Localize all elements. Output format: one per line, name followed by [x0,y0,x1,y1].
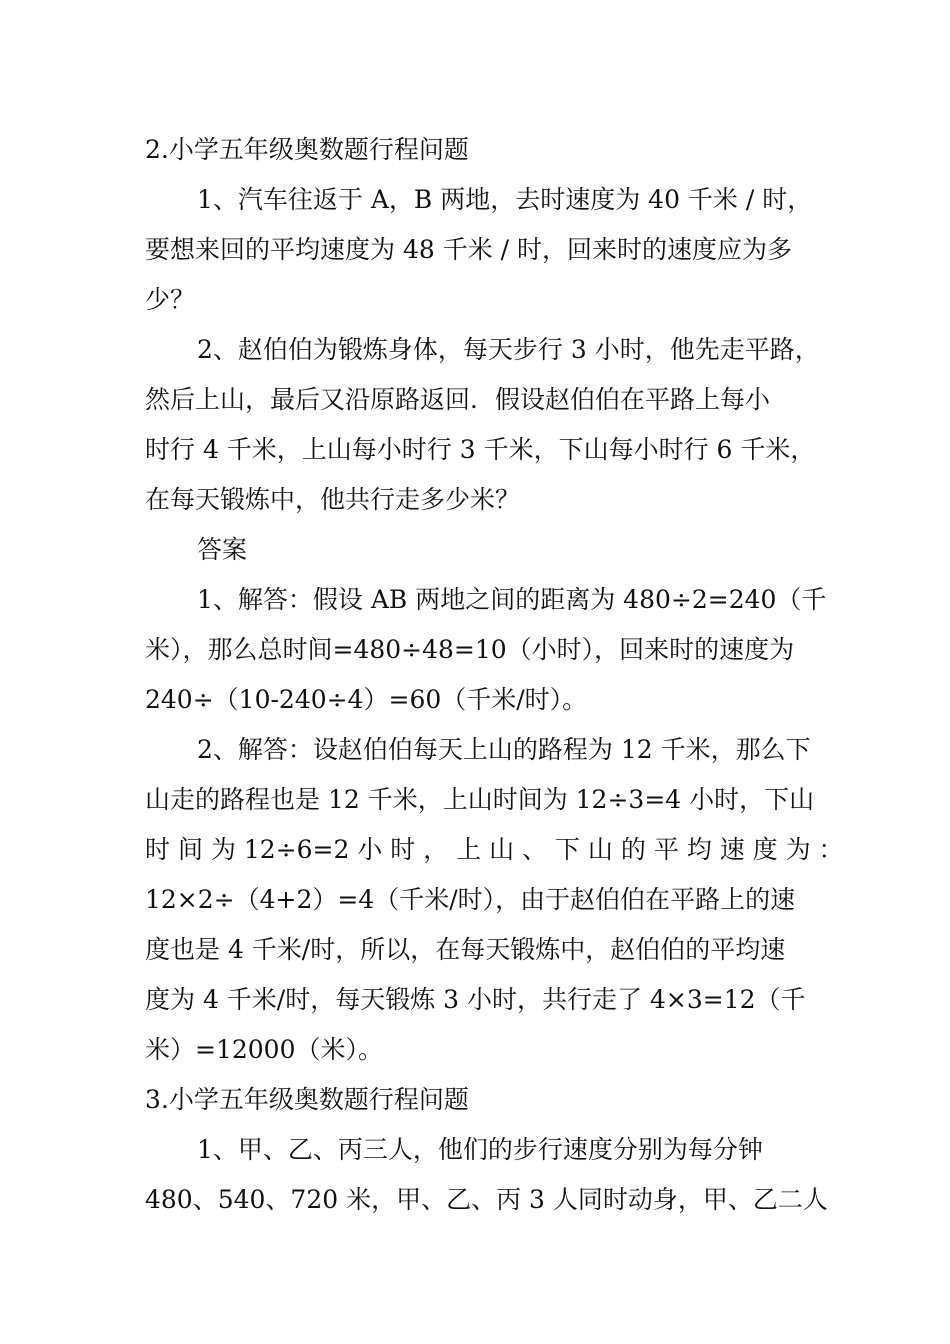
s2-question-2-line-1: 2、赵伯伯为锻炼身体，每天步行 3 小时，他先走平路， [197,335,820,364]
s2-answer-2-line-7: 米）=12000（米）。 [145,1035,383,1064]
s2-question-2-line-2: 然后上山，最后又沿原路返回．假设赵伯伯在平路上每小 [145,385,771,414]
s2-answer-2-line-4: 12×2÷（4+2）=4（千米/时），由于赵伯伯在平路上的速 [145,885,796,914]
s2-answer-2-line-6: 度为 4 千米/时，每天锻炼 3 小时，共行走了 4×3=12（千 [145,985,806,1014]
s2-answer-2-line-1: 2、解答：设赵伯伯每天上山的路程为 12 千米，那么下 [197,735,811,764]
s2-answer-2-line-2: 山走的路程也是 12 千米，上山时间为 12÷3=4 小时，下山 [145,785,815,814]
answer-label: 答案 [197,535,248,564]
s2-question-1-line-3: 少？ [145,285,196,314]
s2-question-2-line-4: 在每天锻炼中，他共行走多少米？ [145,485,521,514]
s2-question-1-line-1: 1、汽车往返于 A，B 两地，去时速度为 40 千米 / 时， [197,185,813,214]
s3-question-1-line-2: 480、540、720 米，甲、乙、丙 3 人同时动身，甲、乙二人 [145,1185,828,1214]
s2-answer-2-line-5: 度也是 4 千米/时，所以，在每天锻炼中，赵伯伯的平均速 [145,935,786,964]
s2-question-2-line-3: 时行 4 千米，上山每小时行 3 千米，下山每小时行 6 千米， [145,435,816,464]
s3-question-1-line-1: 1、甲、乙、丙三人，他们的步行速度分别为每分钟 [197,1135,763,1164]
s2-question-1-line-2: 要想来回的平均速度为 48 千米 / 时，回来时的速度应为多 [145,235,793,264]
s2-answer-2-line-3: 时 间 为 12÷6=2 小 时 ， 上 山 、 下 山 的 平 均 速 度 为 ： [145,835,844,864]
section-2-heading: 2.小学五年级奥数题行程问题 [145,135,469,164]
s2-answer-1-line-3: 240÷（10-240÷4）=60（千米/时）。 [145,685,588,714]
s2-answer-1-line-2: 米），那么总时间=480÷48=10（小时），回来时的速度为 [145,635,795,664]
section-3-heading: 3.小学五年级奥数题行程问题 [145,1085,469,1114]
s2-answer-1-line-1: 1、解答：假设 AB 两地之间的距离为 480÷2=240（千 [197,585,827,614]
